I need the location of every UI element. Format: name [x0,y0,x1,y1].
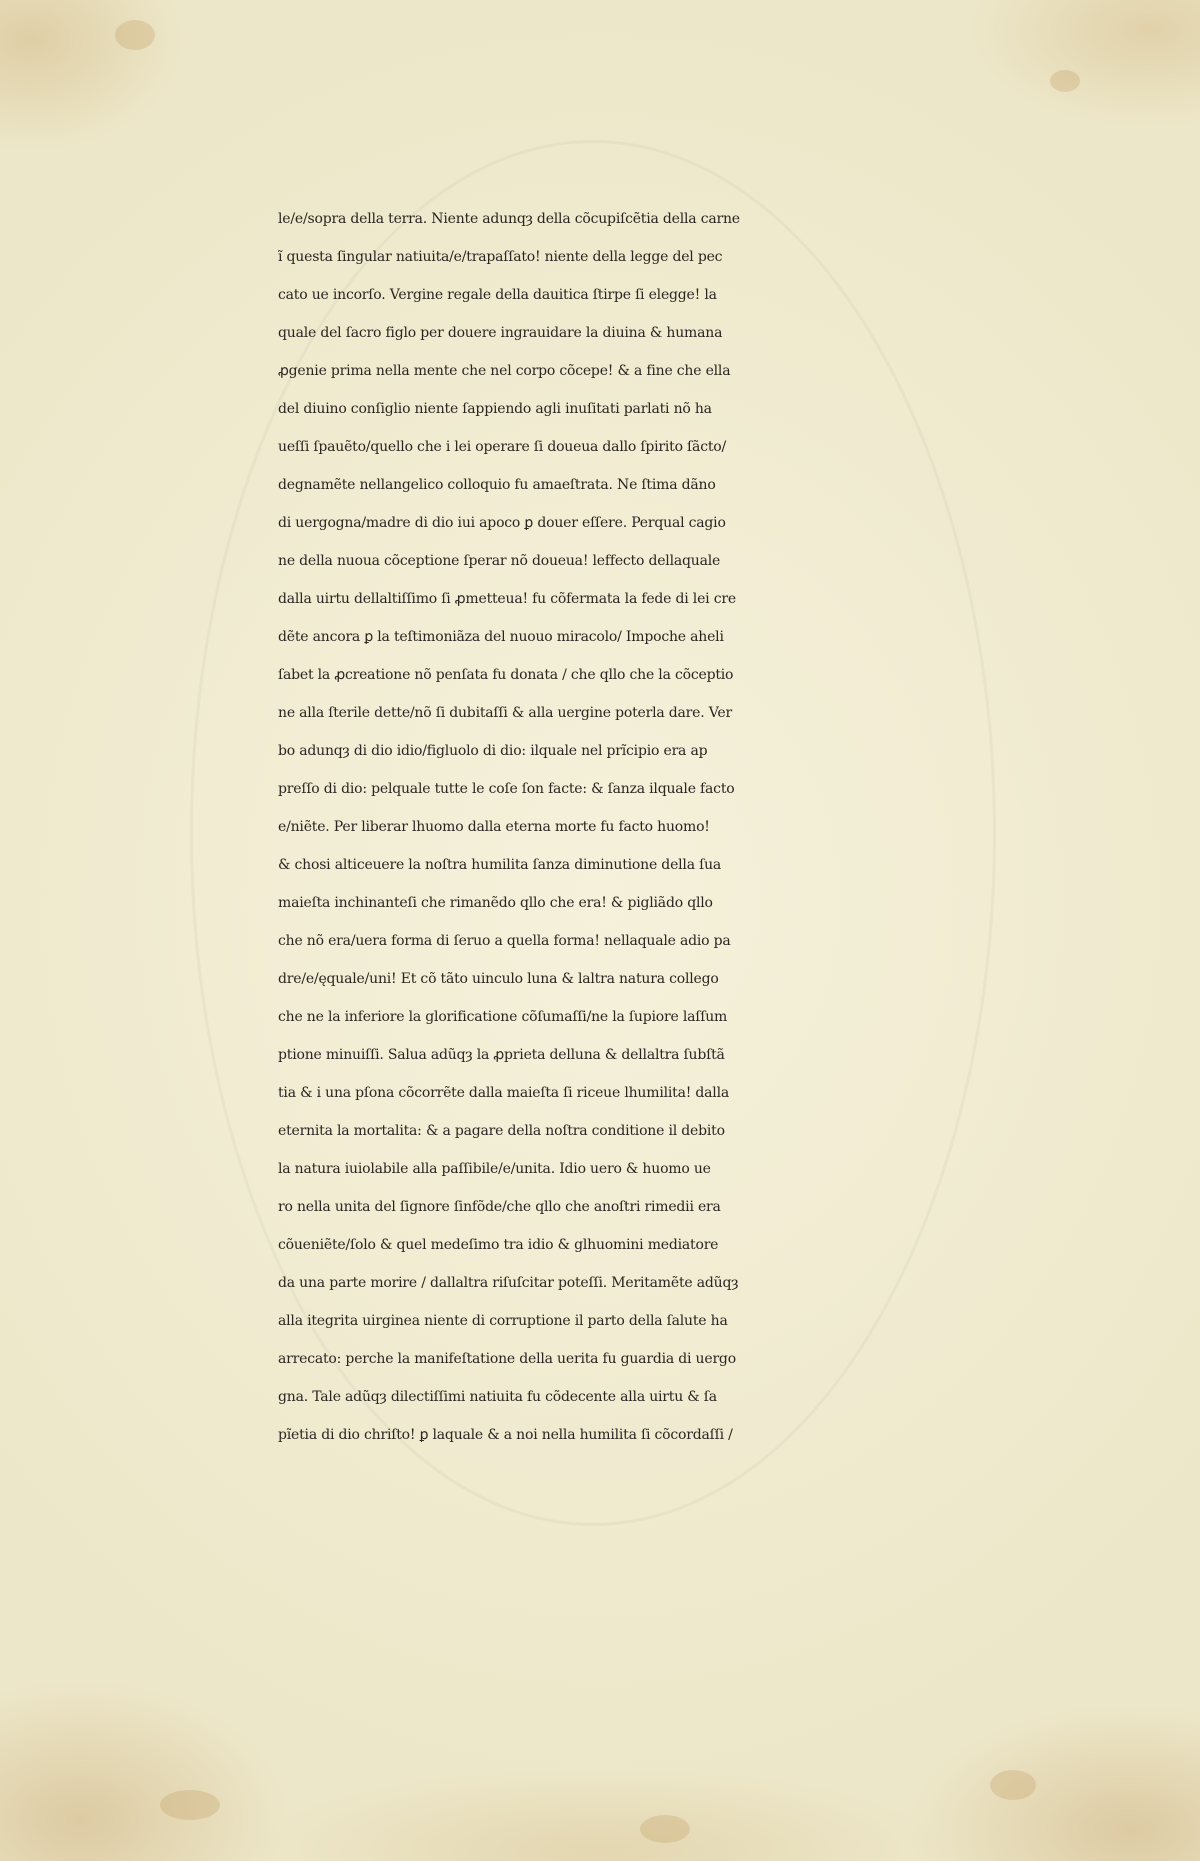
text-line: gna. Tale adũqȝ dilectiſſimi natiuita fu cõdecente alla uirtu & ſa [278,1389,717,1405]
text-line: ro nella unita del ſignore ſinfõde/che qllo che anoſtri rimedii era [278,1199,721,1215]
text-line: cõueniẽte/ſolo & quel medeſimo tra idio & glhuomini mediatore [278,1237,719,1253]
text-line: tia & i una pſona cõcorrẽte dalla maieſta ſi riceue lhumilita! dalla [278,1085,730,1101]
foxing-spot [990,1770,1036,1800]
text-line: maieſta inchinanteſi che rimanẽdo qllo che era! & pigliãdo qllo [278,895,713,911]
text-line: degnamẽte nellangelico colloquio fu amaeſtrata. Ne ſtima dãno [278,477,716,493]
text-line: del diuino conſiglio niente ſappiendo agli inuſitati parlati nõ ha [278,401,712,417]
text-line: ſabet la ꝓcreatione nõ penſata fu donata / che qllo che la cõceptio [278,667,734,683]
text-line: bo adunqȝ di dio idio/figluolo di dio: ilquale nel prĩcipio era ap [278,743,708,759]
text-line: preſſo di dio: pelquale tutte le coſe ſon facte: & ſanza ilquale facto [278,781,735,797]
text-line: dẽte ancora ꝑ la teſtimoniãza del nuouo miracolo/ Impoche aheli [278,629,724,645]
text-line: dalla uirtu dellaltiſſimo ſi ꝓmetteua! fu cõfermata la fede di lei cre [278,591,736,607]
text-line: dre/e/ęquale/uni! Et cõ tãto uinculo luna & laltra natura collego [278,971,719,987]
text-line: & chosi alticeuere la noſtra humilita ſanza diminutione della ſua [278,857,722,873]
text-line: eternita la mortalita: & a pagare della noſtra conditione il debito [278,1123,725,1139]
text-line: cato ue incorſo. Vergine regale della dauitica ſtirpe ſi elegge! la [278,287,717,303]
text-line: di uergogna/madre di dio iui apoco ꝑ douer eſſere. Perqual cagio [278,515,726,531]
text-line: ꝓgenie prima nella mente che nel corpo cõcepe! & a fine che ella [278,363,731,379]
text-line: ueſſi ſpauẽto/quello che i lei operare ſi doueua dallo ſpirito ſãcto/ [278,439,727,455]
foxing-spot [115,20,155,50]
text-line: che ne la inferiore la glorificatione cõſumaſſi/ne la ſupiore laſſum [278,1009,728,1025]
text-line: ĩ questa ſingular natiuita/e/trapaſſato! niente della legge del pec [278,249,723,265]
foxing-spot [1050,70,1080,92]
text-line: e/niẽte. Per liberar lhuomo dalla eterna morte fu facto huomo! [278,819,710,835]
text-block [278,200,1118,1454]
text-line: pĩetia di dio chriſto! ꝑ laquale & a noi nella humilita ſi cõcordaſſi / [278,1427,733,1443]
foxing-spot [160,1790,220,1820]
text-line: ne della nuoua cõceptione ſperar nõ doueua! leffecto dellaquale [278,553,721,569]
text-line: ptione minuiſſi. Salua adũqȝ la ꝓprieta delluna & dellaltra ſubſtã [278,1047,725,1063]
foxing-spot [640,1815,690,1843]
text-line: le/e/sopra della terra. Niente adunqȝ della cõcupiſcẽtia della carne [278,211,740,227]
text-line: la natura iuiolabile alla paſſibile/e/unita. Idio uero & huomo ue [278,1161,711,1177]
text-line: quale del ſacro figlo per douere ingrauidare la diuina & humana [278,325,723,341]
text-line: arrecato: perche la manifeſtatione della uerita fu guardia di uergo [278,1351,736,1367]
text-line: ne alla ſterile dette/nõ ſi dubitaſſi & alla uergine poterla dare. Ver [278,705,732,721]
text-line: alla itegrita uirginea niente di corruptione il parto della ſalute ha [278,1313,728,1329]
text-line: da una parte morire / dallaltra riſuſcitar poteſſi. Meritamẽte adũqȝ [278,1275,739,1291]
text-line: che nõ era/uera forma di ſeruo a quella forma! nellaquale adio pa [278,933,731,949]
